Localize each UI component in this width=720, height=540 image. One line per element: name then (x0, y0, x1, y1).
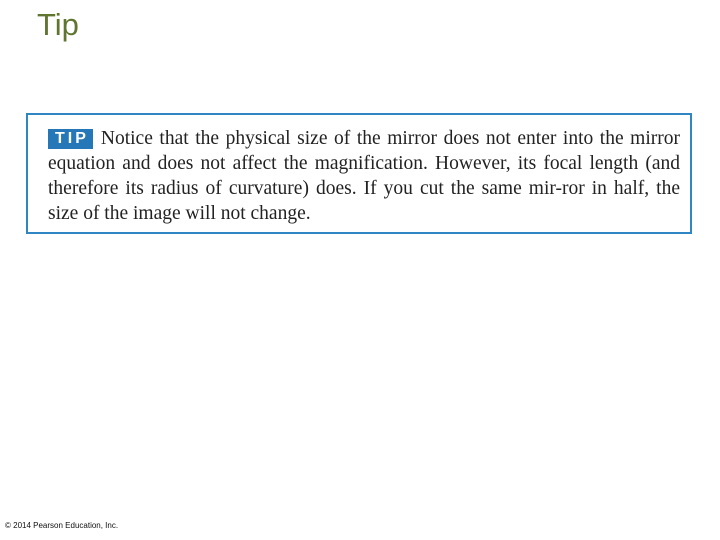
copyright-notice: © 2014 Pearson Education, Inc. (5, 521, 119, 530)
tip-paragraph (48, 126, 680, 226)
slide-title: Tip (37, 7, 79, 42)
tip-body-text: Notice that the physical size of the mirror does not enter into the mirror equation and does not affect the magnification. However, its focal length (and therefore its radius of curvature) does. If you cut the same mir-ror in half, the size of the image will not change. (48, 128, 680, 224)
tip-box (26, 113, 692, 234)
tip-badge: TIP (48, 129, 93, 149)
